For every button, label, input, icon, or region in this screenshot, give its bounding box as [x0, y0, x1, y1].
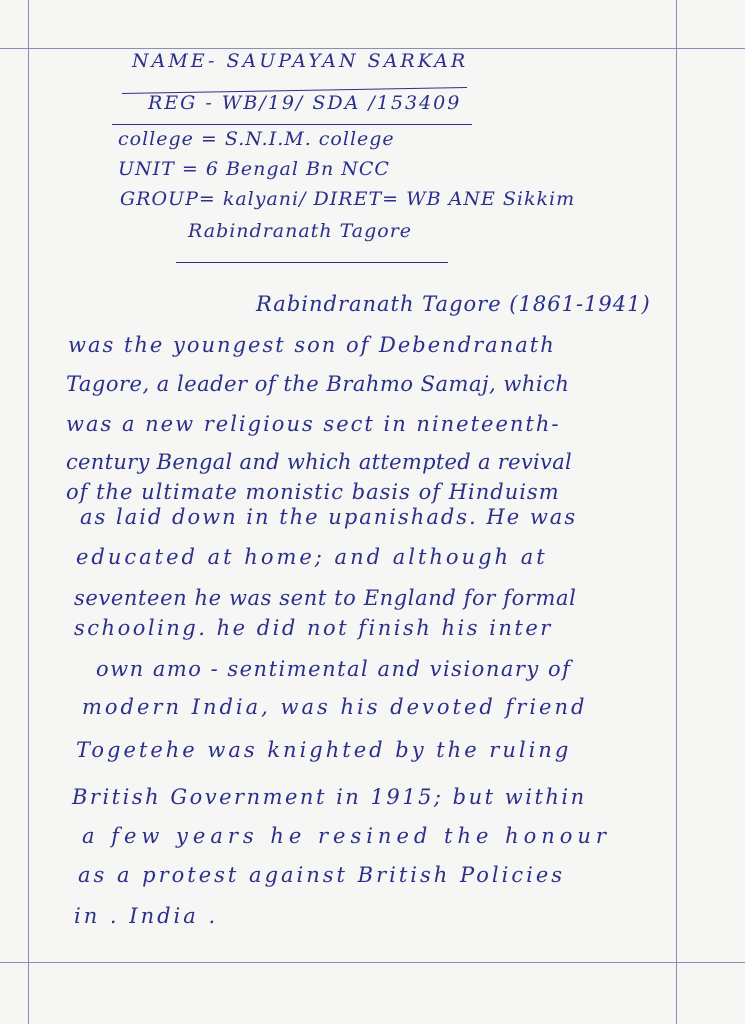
essay-line-6: of the ultimate monistic basis of Hinduism: [66, 480, 560, 504]
essay-line-10: schooling. he did not finish his inter: [74, 616, 553, 640]
reg-line: REG - WB/19/ SDA /153409: [148, 92, 462, 114]
essay-line-8: educated at home; and although at: [76, 545, 548, 569]
bottom-margin-line: [0, 962, 745, 963]
essay-line-5: century Bengal and which attempted a revival: [66, 450, 573, 474]
unit-line: UNIT = 6 Bengal Bn NCC: [118, 158, 390, 180]
right-margin-line: [676, 0, 677, 1024]
essay-line-16: as a protest against British Policies: [78, 863, 566, 887]
essay-line-13: Togetehe was knighted by the ruling: [76, 738, 572, 762]
reg-underline: [112, 124, 472, 125]
essay-line-1: Rabindranath Tagore (1861-1941): [256, 292, 651, 316]
essay-line-2: was the youngest son of Debendranath: [68, 333, 556, 357]
subject-line: Rabindranath Tagore: [188, 220, 413, 242]
essay-line-3: Tagore, a leader of the Brahmo Samaj, which: [66, 372, 570, 396]
essay-line-11: own amo - sentimental and visionary of: [96, 657, 572, 681]
college-line: college = S.N.I.M. college: [118, 128, 395, 150]
essay-line-17: in . India .: [74, 904, 219, 928]
left-margin-line: [28, 0, 29, 1024]
essay-line-12: modern India, was his devoted friend: [82, 695, 588, 719]
essay-line-14: British Government in 1915; but within: [72, 785, 587, 809]
essay-line-4: was a new religious sect in nineteenth-: [66, 412, 561, 436]
essay-line-15: a few years he resined the honour: [82, 824, 611, 848]
name-line: NAME- SAUPAYAN SARKAR: [132, 50, 469, 72]
top-margin-line: [0, 48, 745, 49]
group-line: GROUP= kalyani/ DIRET= WB ANE Sikkim: [120, 188, 576, 210]
essay-line-9: seventeen he was sent to England for formal: [74, 586, 577, 610]
header-divider: [176, 262, 448, 263]
essay-line-7: as laid down in the upanishads. He was: [80, 505, 578, 529]
